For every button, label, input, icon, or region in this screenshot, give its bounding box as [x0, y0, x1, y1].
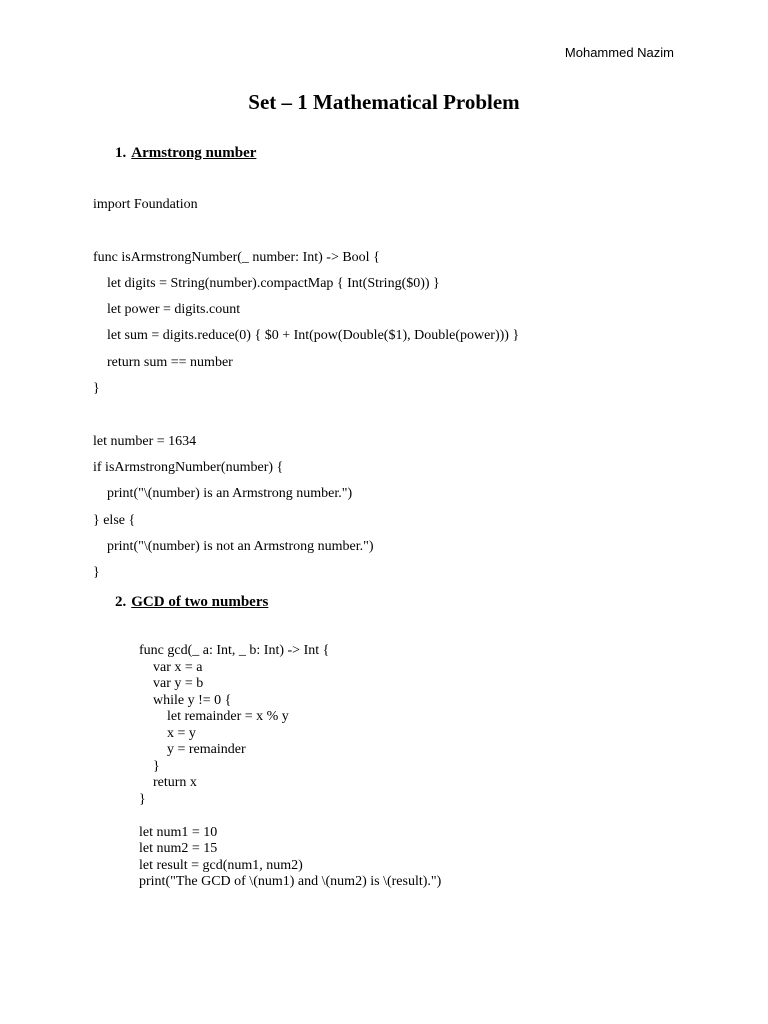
code-line: let number = 1634	[93, 433, 197, 449]
code-line: import Foundation	[93, 197, 198, 212]
code-line: let sum = digits.reduce(0) { $0 + Int(pow(Double($1), Double(power))) }	[93, 328, 520, 344]
code-line: }	[139, 758, 160, 774]
author-name: Mohammed Nazim	[564, 45, 674, 60]
page-title: Set – 1 Mathematical Problem	[248, 90, 520, 114]
section-number: 1.	[115, 145, 127, 161]
section-title: GCD of two numbers	[131, 594, 269, 610]
code-line	[93, 222, 519, 248]
code-line: }	[93, 565, 100, 581]
code-line: let num2 = 15	[139, 841, 218, 856]
section-heading-gcd	[115, 593, 268, 611]
code-line: let power = digits.count	[93, 302, 241, 318]
code-line: print("The GCD of \(num1) and \(num2) is \(result).")	[139, 874, 442, 889]
code-block-armstrong	[93, 196, 519, 590]
code-line: }	[93, 381, 100, 397]
code-line: print("\(number) is an Armstrong number.")	[93, 486, 353, 502]
code-line: var y = b	[139, 676, 204, 691]
code-line: return x	[139, 775, 197, 790]
code-line: let num1 = 10	[139, 824, 218, 840]
section-number: 2.	[115, 594, 127, 610]
code-line	[139, 808, 441, 825]
section-title: Armstrong number	[131, 145, 257, 161]
code-block-gcd	[139, 643, 441, 891]
code-line: while y != 0 {	[139, 692, 232, 708]
code-line: } else {	[93, 512, 136, 528]
code-line: var x = a	[139, 659, 203, 675]
code-line: print("\(number) is not an Armstrong number.")	[93, 538, 374, 554]
code-line: x = y	[139, 725, 196, 741]
code-line: let result = gcd(num1, num2)	[139, 857, 303, 873]
code-line: if isArmstrongNumber(number) {	[93, 459, 284, 475]
section-heading-armstrong	[115, 144, 256, 162]
code-line: let digits = String(number).compactMap { Int(String($0)) }	[93, 275, 440, 291]
code-line: func gcd(_ a: Int, _ b: Int) -> Int {	[139, 643, 330, 658]
code-line: }	[139, 791, 146, 807]
code-line: let remainder = x % y	[139, 709, 289, 724]
code-line: func isArmstrongNumber(_ number: Int) -> Bool {	[93, 249, 380, 265]
code-line: return sum == number	[93, 354, 233, 370]
code-line: y = remainder	[139, 742, 246, 757]
code-line	[93, 406, 519, 432]
